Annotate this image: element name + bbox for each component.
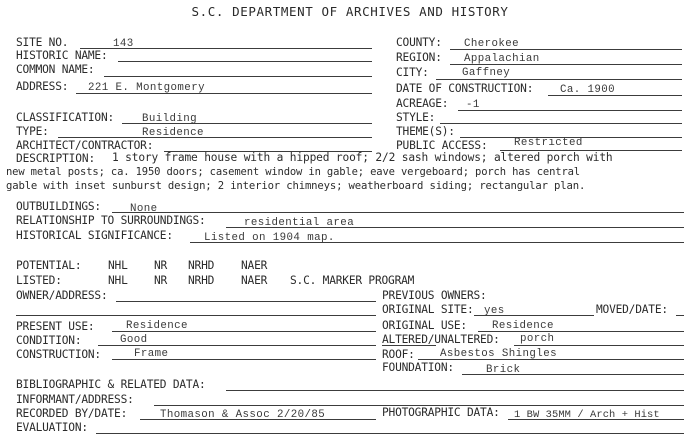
style-line [440, 123, 682, 124]
construction-label: CONSTRUCTION: [16, 348, 101, 361]
city-label: CITY: [396, 66, 429, 79]
region-line [450, 64, 682, 65]
roof-label: ROOF: [382, 348, 415, 361]
themes-label: THEME(S): [396, 125, 455, 138]
site-no-label: SITE NO. [16, 36, 69, 49]
construction-value: Frame [134, 348, 169, 360]
condition-label: CONDITION: [16, 334, 82, 347]
recorded-by-line [140, 419, 376, 420]
significance-label: HISTORICAL SIGNIFICANCE: [16, 229, 173, 242]
evaluation-label: EVALUATION: [16, 421, 88, 434]
condition-value: Good [120, 334, 148, 346]
original-site-line [474, 315, 594, 316]
relationship-label: RELATIONSHIP TO SURROUNDINGS: [16, 214, 206, 227]
acreage-line [458, 110, 682, 111]
classification-label: CLASSIFICATION: [16, 111, 115, 124]
common-name-label: COMMON NAME: [16, 63, 95, 76]
common-name-line [104, 76, 372, 77]
previous-owners-label: PREVIOUS OWNERS: [382, 289, 487, 302]
altered-label: ALTERED/UNALTERED: [382, 333, 500, 346]
type-line [58, 137, 372, 138]
type-value: Residence [142, 127, 204, 139]
county-value: Cherokee [464, 38, 520, 50]
county-label: COUNTY: [396, 36, 442, 49]
original-site-label: ORIGINAL SITE: [382, 303, 474, 316]
listed-naer: NAER [241, 274, 268, 287]
style-label: STYLE: [396, 111, 436, 124]
classification-value: Building [142, 113, 198, 125]
region-label: REGION: [396, 51, 442, 64]
outbuildings-value: None [130, 203, 158, 215]
altered-value: porch [520, 333, 555, 345]
photographic-data-line [508, 419, 684, 420]
informant-label: INFORMANT/ADDRESS: [16, 393, 134, 406]
moved-date-line [676, 315, 684, 316]
significance-value: Listed on 1904 map. [204, 232, 335, 244]
owner-address-line-2 [16, 315, 376, 316]
potential-naer: NAER [241, 259, 268, 272]
owner-address-line [116, 301, 376, 302]
altered-underline [382, 345, 436, 346]
description-line-1: 1 story frame house with a hipped roof; 2/2 sash windows; altered porch with [112, 151, 613, 164]
original-use-line [478, 331, 684, 332]
relationship-line [226, 227, 684, 228]
recorded-by-label: RECORDED BY/DATE: [16, 407, 128, 420]
recorded-by-value: Thomason & Assoc 2/20/85 [160, 409, 326, 421]
county-line [450, 49, 682, 50]
potential-label: POTENTIAL: [16, 259, 82, 272]
present-use-label: PRESENT USE: [16, 320, 95, 333]
city-value: Gaffney [462, 67, 511, 79]
altered-line [514, 345, 684, 346]
evaluation-line [96, 433, 684, 434]
listed-nrhd: NRHD [188, 274, 215, 287]
listed-label: LISTED: [16, 274, 62, 287]
address-line [76, 93, 372, 94]
region-value: Appalachian [464, 53, 540, 65]
construction-line [112, 359, 376, 360]
potential-nhl: NHL [108, 259, 128, 272]
bibliographic-label: BIBLIOGRAPHIC & RELATED DATA: [16, 378, 206, 391]
bibliographic-line [226, 390, 684, 391]
address-value: 221 E. Montgomery [88, 82, 205, 94]
original-use-value: Residence [492, 320, 554, 332]
roof-value: Asbestos Shingles [440, 348, 557, 360]
potential-nrhd: NRHD [188, 259, 215, 272]
classification-line [122, 123, 372, 124]
listed-sc-marker: S.C. MARKER PROGRAM [290, 274, 415, 287]
type-label: TYPE: [16, 125, 49, 138]
date-of-construction-value: Ca. 1900 [560, 84, 616, 96]
roof-line [418, 359, 684, 360]
city-line [436, 79, 682, 80]
foundation-label: FOUNDATION: [382, 361, 454, 374]
original-site-value: yes [484, 305, 505, 317]
description-line-3: gable with inset sunburst design; 2 interior chimneys; weatherboard siding; rectangular plan. [6, 180, 586, 192]
acreage-label: ACREAGE: [396, 97, 449, 110]
photographic-data-value: 1 BW 35MM / Arch + Hist [514, 409, 660, 421]
owner-address-label: OWNER/ADDRESS: [16, 289, 108, 302]
description-label: DESCRIPTION: [16, 152, 96, 165]
address-label: ADDRESS: [16, 80, 69, 93]
moved-date-label: MOVED/DATE: [596, 303, 668, 316]
page-title: S.C. DEPARTMENT OF ARCHIVES AND HISTORY [191, 4, 509, 19]
outbuildings-label: OUTBUILDINGS: [16, 200, 101, 213]
public-access-value: Restricted [514, 137, 583, 149]
photographic-data-label: PHOTOGRAPHIC DATA: [382, 406, 500, 419]
listed-nr: NR [154, 274, 168, 287]
foundation-line [462, 374, 684, 375]
historic-name-line [118, 61, 372, 62]
historic-name-label: HISTORIC NAME: [16, 49, 108, 62]
present-use-value: Residence [126, 320, 188, 332]
site-no-line [80, 48, 372, 49]
present-use-line [112, 331, 376, 332]
acreage-value: -1 [466, 99, 480, 111]
outbuildings-line [112, 212, 684, 213]
listed-nhl: NHL [108, 274, 128, 287]
significance-line [190, 242, 684, 243]
original-use-label: ORIGINAL USE: [382, 319, 467, 332]
foundation-value: Brick [486, 364, 521, 376]
relationship-value: residential area [244, 217, 355, 229]
site-no-value: 143 [113, 38, 134, 50]
date-of-construction-label: DATE OF CONSTRUCTION: [396, 82, 534, 95]
potential-nr: NR [154, 259, 168, 272]
date-of-construction-line [548, 95, 682, 96]
public-access-label: PUBLIC ACCESS: [396, 139, 488, 152]
description-line-2: new metal posts; ca. 1950 doors; casement window in gable; eave vergeboard; porch has central [6, 166, 580, 178]
condition-line [98, 345, 376, 346]
architect-label: ARCHITECT/CONTRACTOR: [16, 139, 154, 152]
